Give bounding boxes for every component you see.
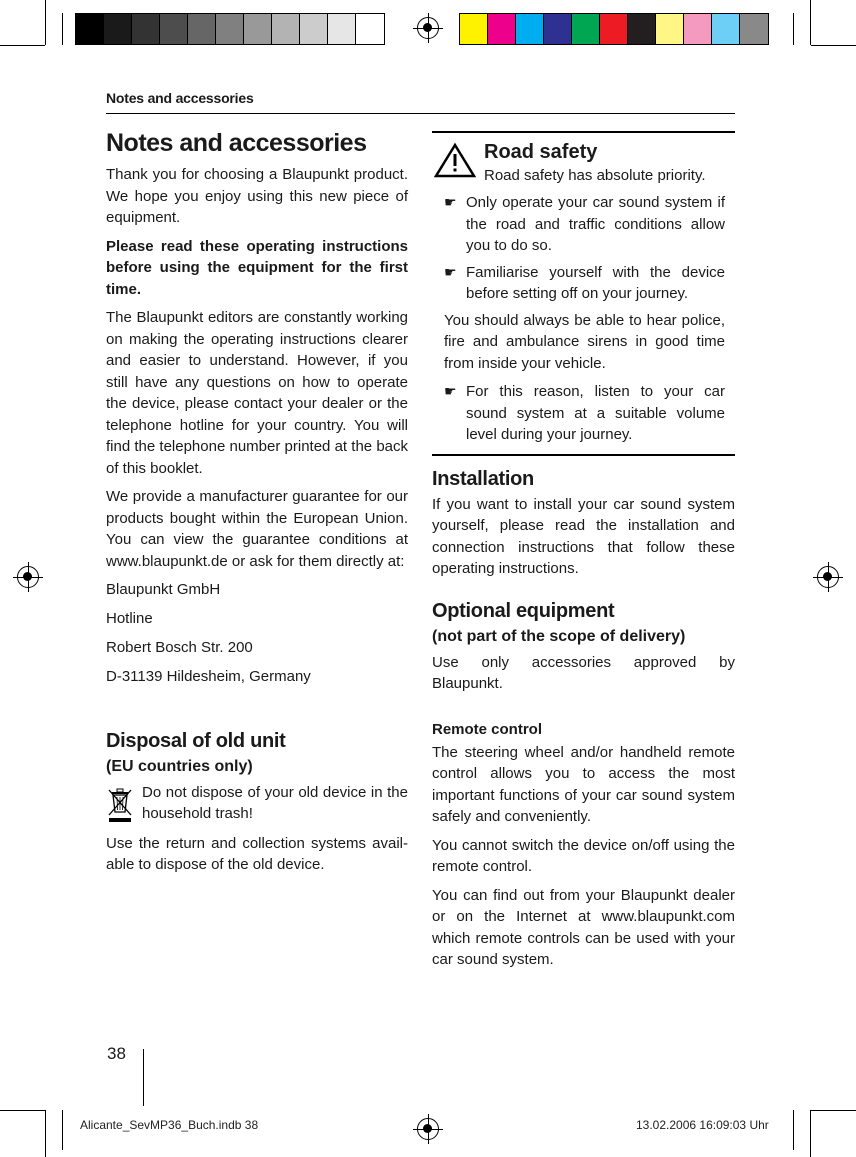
remote-control-heading: Remote control	[432, 720, 543, 738]
remote-control-paragraph: You cannot switch the device on/off using the remote control.	[432, 836, 735, 875]
road-safety-box	[432, 133, 735, 446]
disposal-heading: Disposal of old unit	[106, 729, 286, 752]
print-slug-timestamp: 13.02.2006 16:09:03 Uhr	[636, 1118, 769, 1132]
installation-paragraph: If you want to install your car sound system yourself, please read the installation and connection instructions that follow these operating instructions.	[432, 495, 735, 577]
crop-tick	[793, 13, 794, 45]
page-number-rule	[143, 1049, 144, 1106]
color-swatch	[188, 14, 216, 44]
instruction-note: Please read these operating instructions before using the equipment for the first time.	[106, 237, 408, 298]
grayscale-color-bar	[75, 13, 385, 45]
crossed-bin-icon	[106, 786, 134, 824]
color-swatch	[656, 14, 684, 44]
safety-paragraph: You should always be able to hear police, fire and ambulance sirens in good time from inside your vehicle.	[444, 311, 725, 372]
color-swatch	[460, 14, 488, 44]
color-swatch	[740, 14, 768, 44]
registration-mark-icon	[17, 566, 39, 588]
address-line: Robert Bosch Str. 200	[106, 639, 253, 656]
road-safety-header	[432, 139, 735, 187]
list-item-text: Only operate your car sound system if the road and traffic conditions allow you to do so.	[466, 194, 725, 254]
section-rule	[432, 454, 735, 456]
guarantee-paragraph: We provide a manufacturer guarantee for our products bought within the European Union. You can view the guarantee conditions at www.blaupunkt.de or ask for them directly at:	[106, 488, 408, 570]
disposal-note: Do not dispose of your old device in the household trash!	[142, 783, 408, 822]
installation-heading: Installation	[432, 467, 534, 490]
optional-equipment-paragraph: Use only accessories approved by Blaupunkt.	[432, 653, 735, 692]
road-safety-heading-block	[484, 139, 706, 187]
color-swatch	[328, 14, 356, 44]
color-swatch	[684, 14, 712, 44]
disposal-note-row	[106, 782, 408, 825]
color-swatch	[712, 14, 740, 44]
warning-triangle-icon	[432, 139, 478, 179]
color-swatch	[488, 14, 516, 44]
list-item	[444, 262, 725, 305]
disposal-paragraph: Use the return and collection systems available to dispose of the old device.	[106, 834, 408, 873]
pointing-hand-icon: ☛	[444, 383, 457, 399]
color-swatch	[104, 14, 132, 44]
color-swatch	[516, 14, 544, 44]
crop-tick	[793, 1110, 794, 1150]
crop-tick	[62, 13, 63, 45]
address-line: Hotline	[106, 610, 153, 627]
list-item	[444, 381, 725, 446]
header-rule	[106, 113, 735, 114]
road-safety-heading: Road safety	[484, 141, 598, 163]
color-swatch	[600, 14, 628, 44]
registration-mark-icon	[417, 17, 439, 39]
address-city: D-31139 Hildesheim, Germany	[106, 668, 311, 685]
crop-tick	[62, 1110, 63, 1150]
process-color-bar	[459, 13, 769, 45]
color-swatch	[244, 14, 272, 44]
page-title: Notes and accessories	[106, 129, 367, 157]
list-item	[444, 192, 725, 257]
optional-equipment-subheading: (not part of the scope of delivery)	[432, 627, 686, 645]
page-number: 38	[107, 1044, 126, 1063]
color-swatch	[216, 14, 244, 44]
color-swatch	[356, 14, 384, 44]
color-swatch	[300, 14, 328, 44]
print-slug-filename: Alicante_SevMP36_Buch.indb 38	[80, 1118, 259, 1132]
registration-mark-icon	[417, 1118, 439, 1140]
remote-control-paragraph: You can find out from your Blaupunkt dealer or on the Internet at www.blaupunkt.com which remote controls can be used with your car sound system.	[432, 886, 735, 968]
color-swatch	[544, 14, 572, 44]
color-swatch	[160, 14, 188, 44]
color-swatch	[132, 14, 160, 44]
editors-paragraph: The Blaupunkt editors are constantly working on making the operating instructions clearer and easier to understand. However, if you still have any questions on how to operate the device, please contact your dealer or the telephone hotline for your country. You will find the telephone number printed at the back of this booklet.	[106, 309, 408, 477]
address-block	[106, 579, 408, 659]
optional-equipment-heading: Optional equipment	[432, 599, 615, 622]
list-item-text: Familiarise yourself with the device before setting off on your journey.	[466, 263, 725, 302]
running-header: Notes and accessories	[106, 90, 254, 106]
remote-control-paragraph: The steering wheel and/or handheld remote control allows you to access the most important functions of your car sound system safely and conveniently.	[432, 743, 735, 825]
right-column	[432, 128, 735, 978]
registration-mark-icon	[817, 566, 839, 588]
color-swatch	[628, 14, 656, 44]
intro-paragraph: Thank you for choosing a Blaupunkt product. We hope you enjoy using this new piece of equipment.	[106, 166, 408, 226]
address-line: Blaupunkt GmbH	[106, 581, 221, 598]
pointing-hand-icon: ☛	[444, 194, 457, 210]
list-item-text: For this reason, listen to your car sound system at a suitable volume level during your journey.	[466, 383, 725, 443]
road-safety-subtitle: Road safety has absolute priority.	[484, 167, 706, 184]
color-swatch	[272, 14, 300, 44]
pointing-hand-icon: ☛	[444, 263, 457, 280]
left-column	[106, 128, 408, 883]
disposal-subheading: (EU countries only)	[106, 757, 253, 775]
color-swatch	[572, 14, 600, 44]
color-swatch	[76, 14, 104, 44]
